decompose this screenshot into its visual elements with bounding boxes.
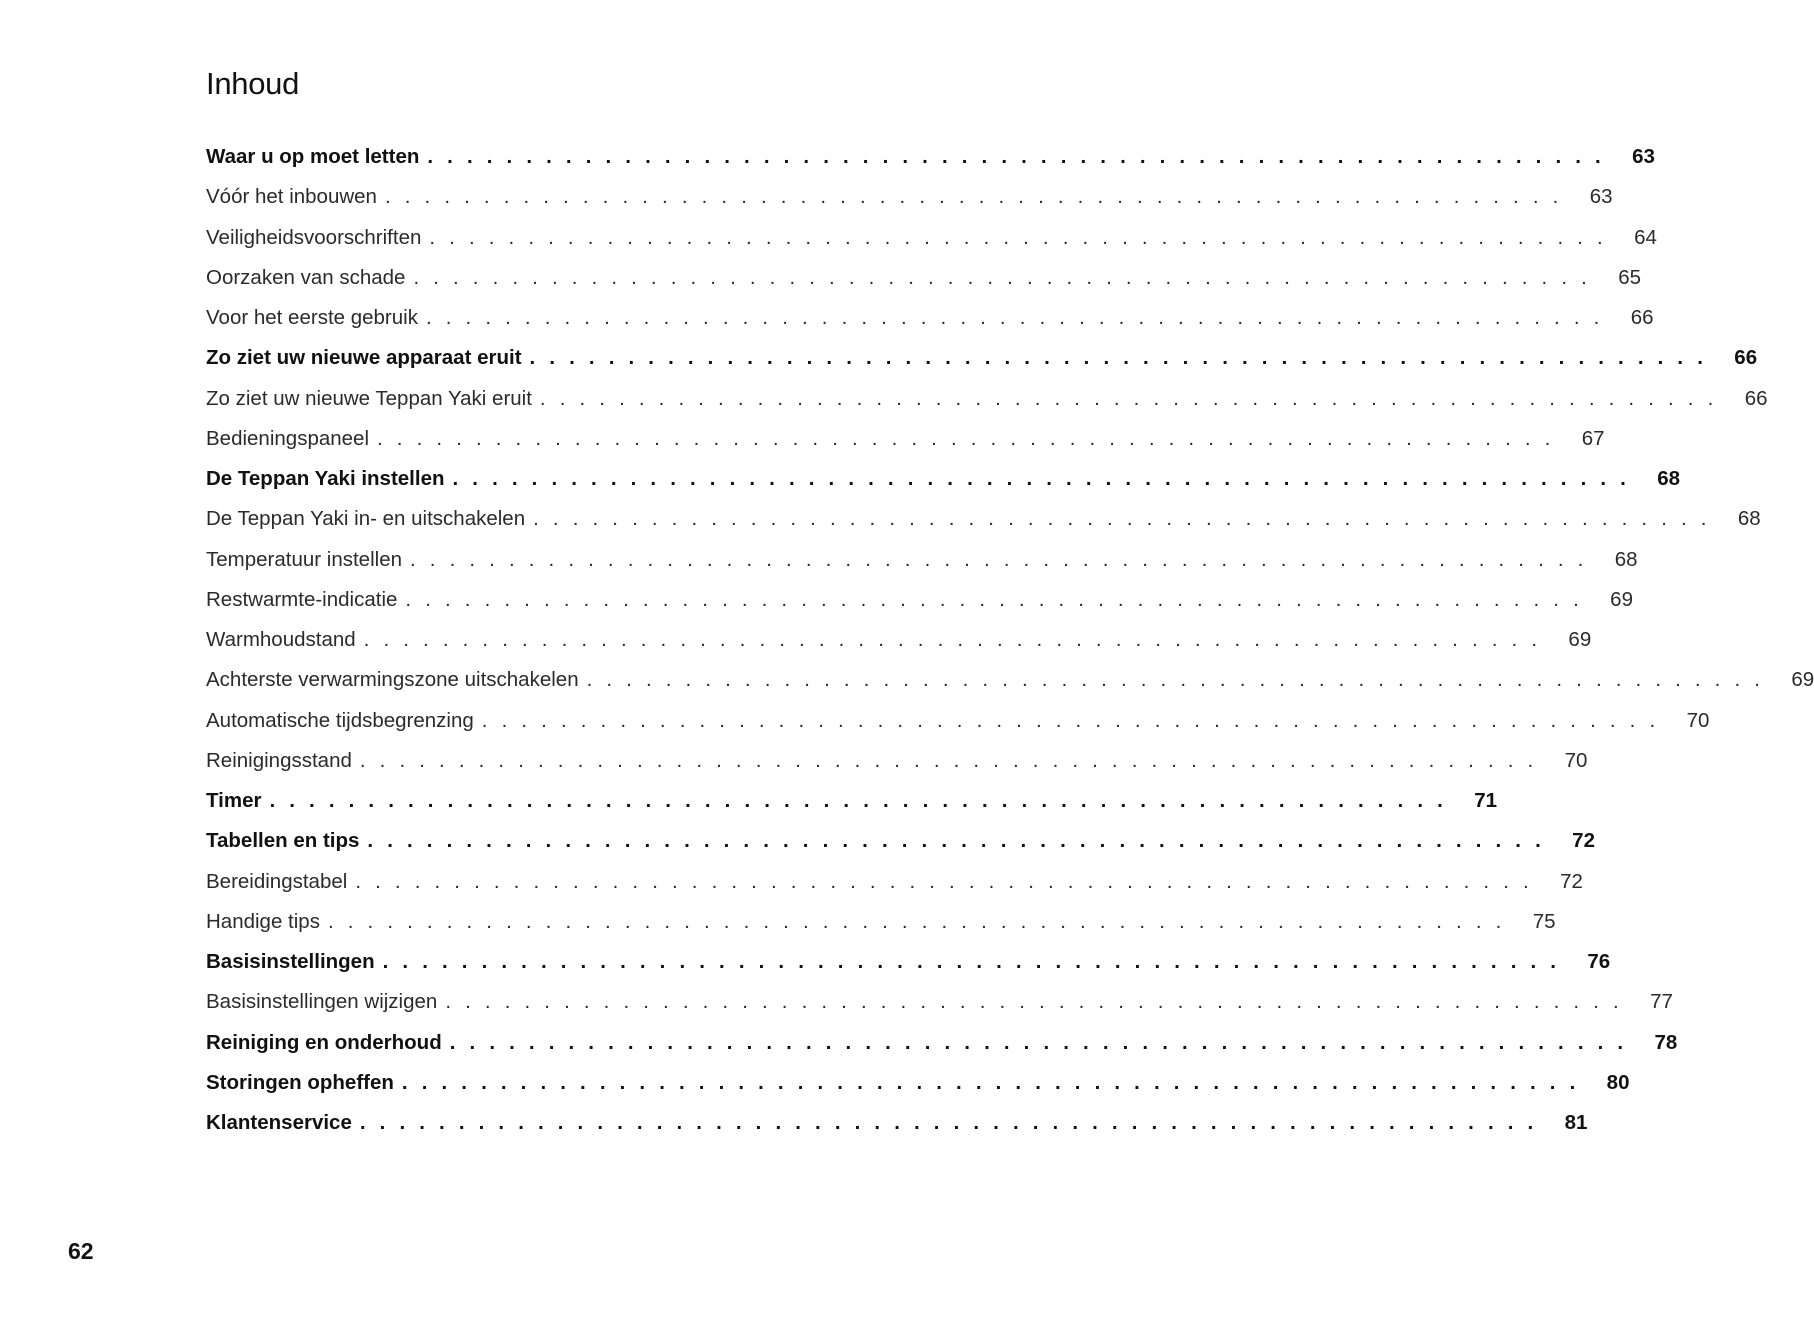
toc-entry-page: 70 (1564, 748, 1588, 772)
toc-entry-page: 78 (1654, 1030, 1678, 1054)
toc-entry-page: 67 (1581, 426, 1605, 450)
toc-dot-leader: . . . . . . . . . . . . . . . . . . . . . . . . . . . . . . . . . . . . . . . . . . . . . . . . . . . . . . . . . . . . (539, 386, 1718, 410)
toc-entry-page: 66 (1630, 306, 1654, 329)
toc-chapter-entry (206, 1023, 1678, 1063)
toc-dot-leader: . . . . . . . . . . . . . . . . . . . . . . . . . . . . . . . . . . . . . . . . . . . . . . . . . . . . . . . . . . . . (533, 507, 1711, 531)
toc-dot-leader: . . . . . . . . . . . . . . . . . . . . . . . . . . . . . . . . . . . . . . . . . . . . . . . . . . . . . . . . . . . . (401, 1070, 1580, 1094)
toc-entry-title: Achterste verwarmingszone uitschakelen (206, 668, 579, 692)
toc-entry-title: De Teppan Yaki instellen (206, 467, 445, 490)
toc-entry-page: 80 (1606, 1070, 1630, 1094)
toc-dot-leader: . . . . . . . . . . . . . . . . . . . . . . . . . . . . . . . . . . . . . . . . . . . . . . . . . . . . . . . . . . . . (481, 708, 1660, 732)
toc-dot-leader: . . . . . . . . . . . . . . . . . . . . . . . . . . . . . . . . . . . . . . . . . . . . . . . . . . . . . . . . . . . . (382, 950, 1561, 973)
toc-entry-title: Restwarmte-indicatie (206, 587, 398, 611)
toc-section-entry (206, 701, 1710, 741)
toc-section-entry (206, 580, 1633, 620)
toc-section-entry (206, 620, 1592, 660)
toc-entry-title: Waar u op moet letten (206, 145, 420, 168)
toc-entry-title: Zo ziet uw nieuwe apparaat eruit (206, 346, 522, 370)
toc-dot-leader: . . . . . . . . . . . . . . . . . . . . . . . . . . . . . . . . . . . . . . . . . . . . . . . . . . . . . . . . . . . . (452, 467, 1631, 490)
toc-chapter-entry (206, 1103, 1588, 1143)
toc-entry-title: Vóór het inbouwen (206, 185, 377, 209)
toc-entry-title: Handige tips (206, 909, 320, 933)
toc-section-entry (206, 499, 1761, 539)
toc-section-entry (206, 741, 1588, 781)
toc-entry-title: Klantenservice (206, 1111, 352, 1134)
toc-entry-page: 65 (1618, 265, 1642, 289)
toc-chapter-entry (206, 821, 1595, 861)
page-title: Inhoud (206, 66, 300, 101)
toc-entry-title: Oorzaken van schade (206, 265, 406, 289)
toc-section-entry (206, 177, 1613, 217)
toc-dot-leader: . . . . . . . . . . . . . . . . . . . . . . . . . . . . . . . . . . . . . . . . . . . . . . . . . . . . . . . . . . . . (363, 628, 1542, 651)
toc-entry-page: 66 (1734, 346, 1758, 370)
toc-dot-leader: . . . . . . . . . . . . . . . . . . . . . . . . . . . . . . . . . . . . . . . . . . . . . . . . . . . . . . . . . . . . (413, 265, 1592, 289)
toc-entry-page: 68 (1657, 467, 1681, 490)
toc-chapter-entry (206, 781, 1498, 821)
toc-entry-page: 76 (1587, 950, 1611, 973)
toc-dot-leader: . . . . . . . . . . . . . . . . . . . . . . . . . . . . . . . . . . . . . . . . . . . . . . . . . . . . . . . . . . . . (445, 990, 1623, 1014)
toc-entry-title: Warmhoudstand (206, 628, 356, 651)
toc-dot-leader: . . . . . . . . . . . . . . . . . . . . . . . . . . . . . . . . . . . . . . . . . . . . . . . . . . . . . . . . . . . . (586, 668, 1765, 692)
toc-chapter-entry (206, 338, 1758, 378)
toc-entry-title: De Teppan Yaki in- en uitschakelen (206, 507, 526, 531)
toc-entry-page: 72 (1572, 829, 1595, 853)
toc-entry-title: Storingen opheffen (206, 1070, 394, 1094)
toc-chapter-entry (206, 137, 1655, 177)
toc-section-entry (206, 902, 1556, 942)
toc-dot-leader: . . . . . . . . . . . . . . . . . . . . . . . . . . . . . . . . . . . . . . . . . . . . . . . . . . . . . . . . . . . . (355, 869, 1533, 893)
toc-entry-title: Tabellen en tips (206, 829, 360, 853)
toc-section-entry (206, 982, 1673, 1022)
toc-entry-title: Reinigingsstand (206, 748, 352, 772)
toc-dot-leader: . . . . . . . . . . . . . . . . . . . . . . . . . . . . . . . . . . . . . . . . . . . . . . . . . . . . . . . . . . . . (377, 426, 1555, 450)
toc-dot-leader: . . . . . . . . . . . . . . . . . . . . . . . . . . . . . . . . . . . . . . . . . . . . . . . . . . . . . . . . . . . . (327, 909, 1506, 933)
toc-chapter-entry (206, 1063, 1630, 1103)
toc-section-entry (206, 540, 1638, 580)
toc-section-entry (206, 862, 1583, 902)
toc-section-entry (206, 419, 1605, 459)
toc-entry-title: Timer (206, 789, 262, 812)
page-number: 62 (68, 1238, 94, 1264)
toc-entry-title: Reiniging en onderhoud (206, 1030, 442, 1054)
toc-section-entry (206, 660, 1814, 700)
toc-entry-title: Veiligheidsvoorschriften (206, 225, 422, 249)
toc-entry-page: 75 (1532, 909, 1556, 933)
toc-dot-leader: . . . . . . . . . . . . . . . . . . . . . . . . . . . . . . . . . . . . . . . . . . . . . . . . . . . . . . . . . . . . (384, 185, 1563, 209)
toc-chapter-entry (206, 459, 1681, 499)
toc-entry-title: Basisinstellingen (206, 950, 375, 973)
toc-section-entry (206, 218, 1657, 258)
toc-dot-leader: . . . . . . . . . . . . . . . . . . . . . . . . . . . . . . . . . . . . . . . . . . . . . . . . . . . . . . . . . . . . (405, 587, 1583, 611)
toc-entry-page: 68 (1614, 547, 1638, 571)
toc-entry-page: 68 (1737, 507, 1761, 531)
toc-dot-leader: . . . . . . . . . . . . . . . . . . . . . . . . . . . . . . . . . . . . . . . . . . . . . . . . . . . . . . . . . . . . (429, 225, 1607, 249)
toc-entry-page: 69 (1791, 668, 1814, 692)
toc-entry-page: 70 (1686, 708, 1710, 732)
table-of-contents (206, 137, 1814, 1143)
toc-entry-page: 71 (1474, 789, 1498, 812)
toc-entry-page: 63 (1589, 185, 1613, 209)
toc-dot-leader: . . . . . . . . . . . . . . . . . . . . . . . . . . . . . . . . . . . . . . . . . . . . . . . . . . . . . . . . . . . . (367, 829, 1545, 853)
toc-entry-title: Automatische tijdsbegrenzing (206, 708, 474, 732)
toc-dot-leader: . . . . . . . . . . . . . . . . . . . . . . . . . . . . . . . . . . . . . . . . . . . . . . . . . . . . . . . . . . . . (359, 748, 1538, 772)
toc-entry-page: 64 (1634, 225, 1657, 249)
toc-dot-leader: . . . . . . . . . . . . . . . . . . . . . . . . . . . . . . . . . . . . . . . . . . . . . . . . . . . . . . . . . . . . (449, 1030, 1628, 1054)
toc-entry-title: Voor het eerste gebruik (206, 306, 418, 329)
toc-entry-page: 63 (1632, 145, 1655, 168)
toc-entry-page: 69 (1568, 628, 1592, 651)
toc-dot-leader: . . . . . . . . . . . . . . . . . . . . . . . . . . . . . . . . . . . . . . . . . . . . . . . . . . . . . . . . . . . . (427, 145, 1605, 168)
toc-dot-leader: . . . . . . . . . . . . . . . . . . . . . . . . . . . . . . . . . . . . . . . . . . . . . . . . . . . . . . . . . . . . (410, 547, 1588, 571)
toc-entry-page: 69 (1610, 587, 1633, 611)
toc-entry-title: Bedieningspaneel (206, 426, 369, 450)
toc-section-entry (206, 258, 1642, 298)
toc-dot-leader: . . . . . . . . . . . . . . . . . . . . . . . . . . . . . . . . . . . . . . . . . . . . . . . . . . . . . . . . . . . . (529, 346, 1708, 370)
toc-entry-title: Bereidingstabel (206, 869, 348, 893)
toc-dot-leader: . . . . . . . . . . . . . . . . . . . . . . . . . . . . . . . . . . . . . . . . . . . . . . . . . . . . . . . . . . . . (269, 789, 1448, 812)
toc-entry-title: Basisinstellingen wijzigen (206, 990, 438, 1014)
toc-entry-title: Zo ziet uw nieuwe Teppan Yaki eruit (206, 386, 532, 410)
toc-dot-leader: . . . . . . . . . . . . . . . . . . . . . . . . . . . . . . . . . . . . . . . . . . . . . . . . . . . . . . . . . . . . (425, 306, 1604, 329)
toc-section-entry (206, 379, 1768, 419)
toc-dot-leader: . . . . . . . . . . . . . . . . . . . . . . . . . . . . . . . . . . . . . . . . . . . . . . . . . . . . . . . . . . . . (359, 1111, 1538, 1134)
toc-chapter-entry (206, 942, 1611, 982)
toc-entry-page: 77 (1650, 990, 1673, 1014)
toc-entry-page: 66 (1744, 386, 1768, 410)
toc-entry-page: 81 (1564, 1111, 1588, 1134)
toc-section-entry (206, 298, 1654, 338)
toc-entry-page: 72 (1560, 869, 1583, 893)
toc-entry-title: Temperatuur instellen (206, 547, 402, 571)
